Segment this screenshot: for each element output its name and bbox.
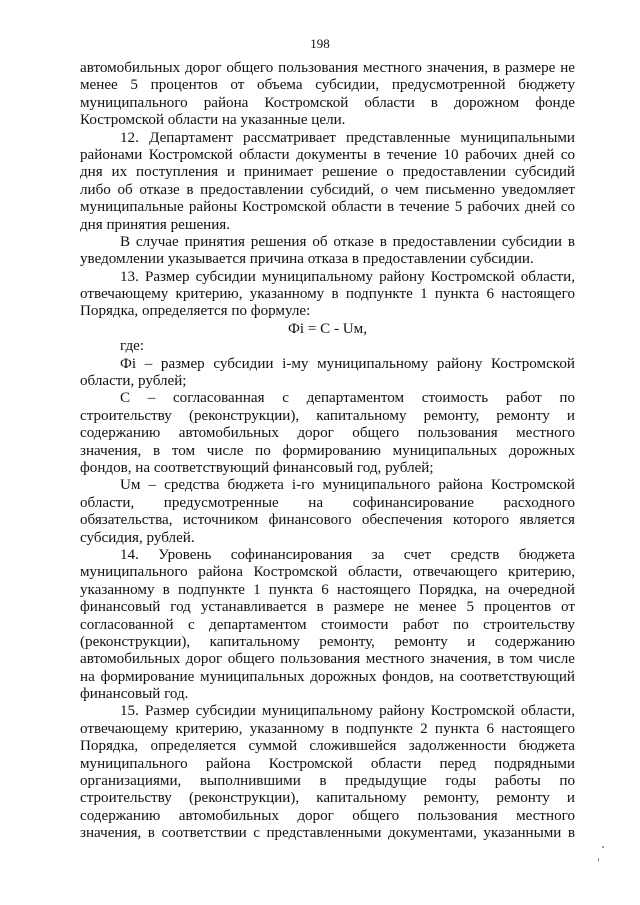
text-line: значения, в соответствии с представленными документами, указанными в: [80, 825, 575, 842]
text-line: либо об отказе в предоставлении субсидий, о чем письменно уведомляет: [80, 181, 575, 198]
text-line: содержанию автомобильных дорог общего пользования местного: [80, 425, 575, 442]
text-line: менее 5 процентов от объема субсидии, предусмотренной бюджету: [80, 77, 575, 94]
text-line: организациями, выполнившими в предыдущие годы работы по: [80, 773, 575, 790]
text-line: автомобильных дорог общего пользования местного значения, в том числе: [80, 651, 575, 668]
text-line: отвечающему критерию, указанному в подпункте 1 пункта 6 настоящего: [80, 286, 575, 303]
text-line: Порядка, определяется суммой сложившейся задолженности бюджета: [80, 738, 575, 755]
text-line: муниципального района Костромской области в дорожном фонде: [80, 94, 575, 111]
text-line: В случае принятия решения об отказе в предоставлении субсидии в: [120, 233, 575, 250]
text-line: муниципальные районы Костромской области в течение 5 рабочих дней со: [80, 199, 575, 216]
scan-speck: [602, 846, 604, 848]
text-line: 14. Уровень софинансирования за счет средств бюджета: [120, 546, 575, 563]
text-line: финансовый год устанавливается в размере не менее 5 процентов от: [80, 599, 575, 616]
text-line: содержанию автомобильных дорог общего пользования местного: [80, 807, 575, 824]
text-line: уведомлении указывается причина отказа в предоставлении субсидии.: [80, 251, 534, 268]
scan-speck: [598, 858, 599, 861]
text-line: указанному в подпункте 1 пункта 6 настоящего Порядка, на очередной: [80, 581, 575, 598]
text-line: Костромской области на указанные цели.: [80, 112, 346, 129]
text-line: Порядка, определяется по формуле:: [80, 303, 311, 320]
text-line: на формирование муниципальных дорожных фондов, на соответствующий: [80, 668, 575, 685]
text-line: муниципального района Костромской области, отвечающего критерию,: [80, 564, 575, 581]
text-line: Uм – средства бюджета i-го муниципального района Костромской: [120, 477, 575, 494]
text-line: 15. Размер субсидии муниципальному району Костромской области,: [120, 703, 575, 720]
page-number: 198: [310, 36, 330, 51]
text-line: 12. Департамент рассматривает представленные муниципальными: [120, 129, 575, 146]
text-line: области, предусмотренные на софинансирование расходного: [80, 494, 575, 511]
text-line: фондов, на соответствующий финансовый год, рублей;: [80, 459, 434, 476]
text-line: (реконструкции), капитальному ремонту, ремонту и содержанию: [80, 633, 575, 650]
text-line: области, рублей;: [80, 373, 187, 390]
text-line: субсидия, рублей.: [80, 529, 195, 546]
text-line: Фi = С - Uм,: [287, 320, 368, 337]
text-line: автомобильных дорог общего пользования местного значения, в размере не: [80, 60, 575, 76]
text-line: обязательства, источником финансового обеспечения которого является: [80, 512, 575, 529]
text-line: районами Костромской области документы в течение 10 рабочих дней со: [80, 146, 575, 163]
text-line: 13. Размер субсидии муниципальному району Костромской области,: [120, 268, 575, 285]
text-line: Фi – размер субсидии i-му муниципальному району Костромской: [120, 355, 575, 372]
text-line: отвечающему критерию, указанному в подпункте 2 пункта 6 настоящего: [80, 720, 575, 737]
text-line: дня принятия решения.: [80, 216, 231, 233]
text-line: С – согласованная с департаментом стоимость работ по: [120, 390, 575, 407]
text-line: строительству (реконструкции), капитальному ремонту, ремонту и: [80, 790, 575, 807]
text-line: строительству (реконструкции), капитальному ремонту, ремонту и: [80, 407, 575, 424]
document-body: [80, 60, 575, 843]
text-line: финансовый год.: [80, 686, 189, 703]
text-line: значения, в том числе по формированию муниципальных дорожных: [80, 442, 575, 459]
text-line: муниципального района Костромской области перед подрядными: [80, 755, 575, 772]
text-line: согласованной с департаментом стоимости работ по строительству: [80, 616, 575, 633]
text-line: дня их поступления и принимает решение о предоставлении субсидий: [80, 164, 575, 181]
text-line: где:: [120, 338, 145, 355]
